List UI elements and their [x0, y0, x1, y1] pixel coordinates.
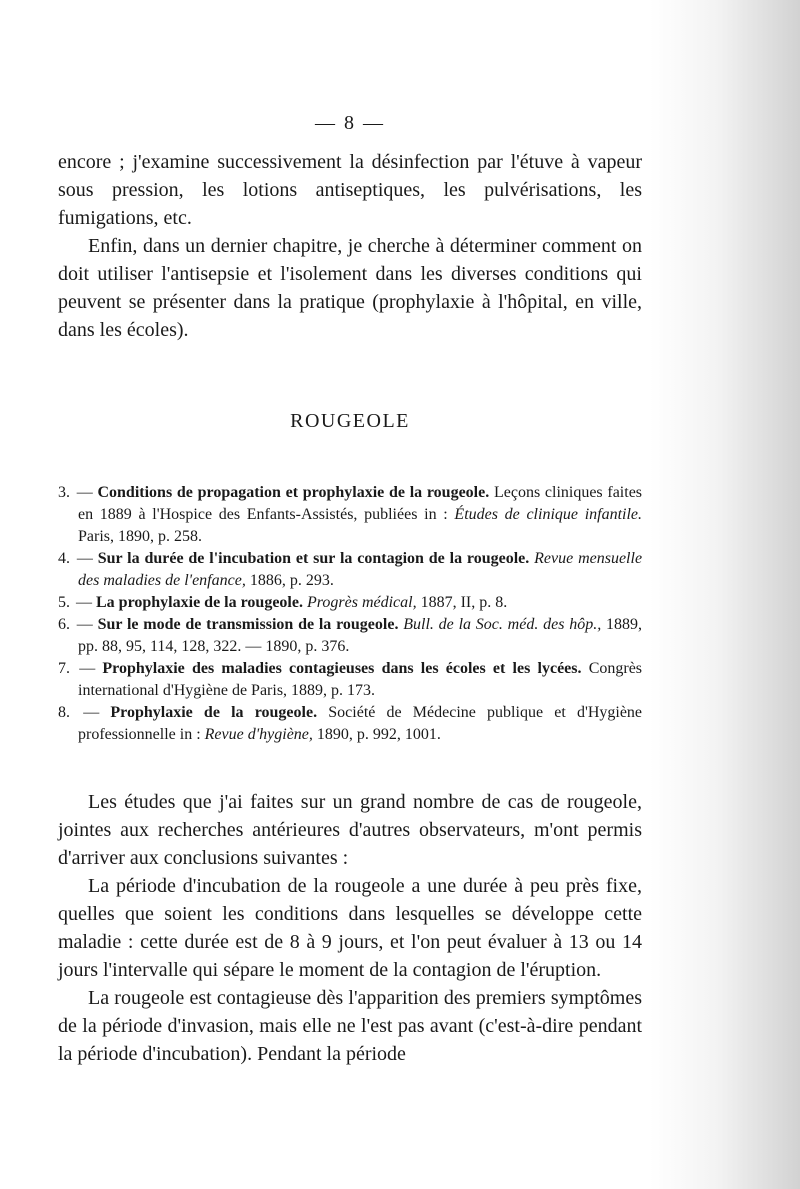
reference-title: Sur le mode de transmission de la rougeole. — [97, 616, 399, 633]
reference-details: 1889, pp. 88, 95, 114, 128, 322. — 1890, p. 376. — [78, 616, 642, 655]
reference-text: Société de Médecine publique et d'Hygiène professionnelle in : — [78, 704, 643, 743]
conclusions-paragraph-3: La rougeole est contagieuse dès l'apparition des premiers symptômes de la période d'invasion, mais elle ne l'est pas avant (c'est-à-dire pendant la période d'incubation). Pendant la période — [58, 987, 642, 1065]
reference-number: 6. — [58, 616, 70, 633]
reference-source: Bull. de la Soc. méd. des hôp., — [403, 616, 602, 633]
page-edge-shadow — [650, 0, 800, 1189]
reference-details: 1890, p. 992, 1001. — [316, 726, 441, 743]
reference-source: Études de clinique infantile. — [454, 506, 643, 523]
reference-item — [58, 482, 642, 548]
conclusions-section — [58, 788, 642, 1068]
intro-section — [58, 148, 642, 344]
reference-item — [58, 614, 642, 658]
intro-paragraph-2: Enfin, dans un dernier chapitre, je cherche à déterminer comment on doit utiliser l'antisepsie et l'isolement dans les diverses conditions qui peuvent se présenter dans la pratique (prophylaxie à l'hôpital, en ville, dans les écoles). — [58, 235, 642, 341]
section-title: ROUGEOLE — [290, 410, 410, 432]
conclusions-paragraph-2: La période d'incubation de la rougeole a une durée à peu près fixe, quelles que soient les conditions dans lesquelles se développe cette maladie : cette durée est de 8 à 9 jours, et l'on peut évaluer à 13 ou 14 jours l'intervalle qui sépare le moment de la contagion de l'éruption. — [58, 875, 642, 981]
reference-details: 1887, II, p. 8. — [420, 594, 508, 611]
reference-details: Paris, 1890, p. 258. — [78, 528, 202, 545]
bibliography-list — [58, 482, 642, 746]
reference-item — [58, 658, 642, 702]
reference-item — [58, 548, 642, 592]
reference-title: Conditions de propagation et prophylaxie de la rougeole. — [97, 484, 490, 501]
reference-title: Prophylaxie des maladies contagieuses dans les écoles et les lycées. — [102, 660, 582, 677]
reference-source: Progrès médical, — [306, 594, 417, 611]
reference-title: Prophylaxie de la rougeole. — [110, 704, 318, 721]
reference-dash: — — [79, 660, 96, 677]
reference-number: 3. — [58, 484, 70, 501]
reference-source: Revue d'hygiène, — [204, 726, 313, 743]
reference-dash: — — [76, 550, 93, 567]
intro-paragraph-1: encore ; j'examine successivement la désinfection par l'étuve à vapeur sous pression, les lotions antiseptiques, les pulvérisations, les fumigations, etc. — [58, 151, 642, 229]
reference-dash: — — [83, 704, 100, 721]
reference-title: Sur la durée de l'incubation et sur la contagion de la rougeole. — [97, 550, 530, 567]
reference-source: Revue mensuelle des maladies de l'enfance, — [78, 550, 643, 589]
reference-number: 4. — [58, 550, 70, 567]
reference-text: Leçons cliniques faites en 1889 à l'Hospice des Enfants-Assistés, publiées in : — [78, 484, 643, 523]
page-number: — 8 — — [315, 112, 385, 134]
reference-title: La prophylaxie de la rougeole. — [96, 594, 303, 611]
reference-dash: — — [76, 616, 93, 633]
reference-number: 8. — [58, 704, 70, 721]
reference-dash: — — [76, 594, 92, 611]
reference-text: Congrès international d'Hygiène de Paris, 1889, p. 173. — [78, 660, 643, 699]
conclusions-paragraph-1: Les études que j'ai faites sur un grand nombre de cas de rougeole, jointes aux recherches antérieures d'autres observateurs, m'ont permis d'arriver aux conclusions suivantes : — [58, 791, 642, 869]
reference-number: 7. — [58, 660, 70, 677]
reference-item — [58, 702, 642, 746]
reference-item — [58, 592, 642, 614]
reference-number: 5. — [58, 594, 70, 611]
reference-details: 1886, p. 293. — [249, 572, 334, 589]
reference-dash: — — [76, 484, 93, 501]
